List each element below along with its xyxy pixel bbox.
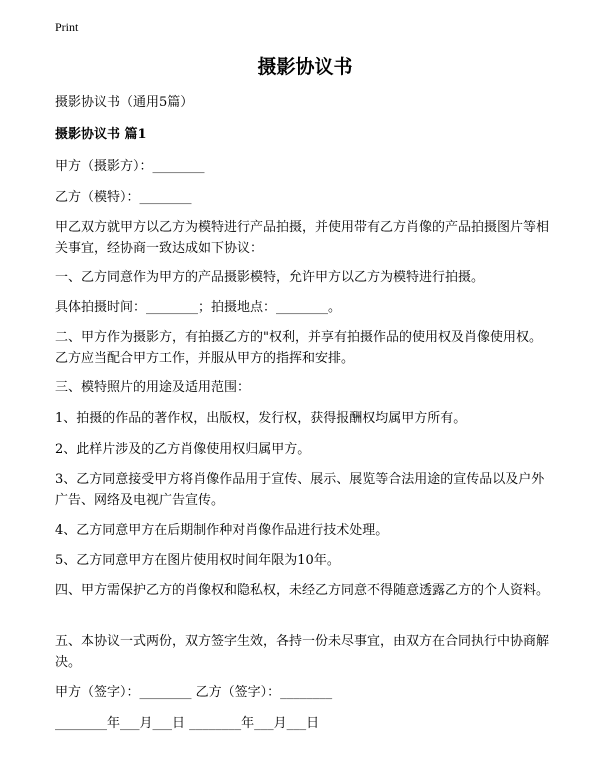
party-a-line: 甲方（摄影方）：________ (55, 159, 205, 174)
clause-3: 三、模特照片的用途及适用范围： (55, 380, 251, 395)
party-b-line: 乙方（模特）：________ (55, 190, 192, 205)
signature-line: 甲方（签字）：________ 乙方（签字）：________ (55, 685, 333, 700)
usage-item-1: 1、拍摄的作品的著作权，出版权，发行权，获得报酬权均属甲方所有。 (55, 411, 467, 426)
section-heading: 摄影协议书 篇1 (55, 127, 147, 142)
usage-item-5: 5、乙方同意甲方在图片使用权时间年限为10年。 (55, 553, 340, 568)
clause-1: 一、乙方同意作为甲方的产品摄影模特，允许甲方以乙方为模特进行拍摄。 (55, 270, 485, 285)
usage-item-3: 3、乙方同意接受甲方将肖像作品用于宣传、展示、展览等合法用途的宣传品以及户外广告、网络及电视广告宣传。 (55, 472, 545, 508)
document-title: 摄影协议书 (257, 56, 353, 78)
clause-2: 二、甲方作为摄影方，有拍摄乙方的"权利，并享有拍摄作品的使用权及肖像使用权。乙方应当配合甲方工作，并服从甲方的指挥和安排。 (55, 330, 542, 366)
usage-item-4: 4、乙方同意甲方在后期制作种对肖像作品进行技术处理。 (55, 523, 389, 538)
intro-paragraph: 甲乙双方就甲方以乙方为模特进行产品拍摄，并使用带有乙方肖像的产品拍摄图片等相关事宜，经协商一致达成如下协议： (55, 220, 550, 256)
shoot-time-place: 具体拍摄时间：________；拍摄地点：________。 (55, 300, 342, 315)
date-line: ________年___月___日 ________年___月___日 (55, 716, 320, 731)
clause-4: 四、甲方需保护乙方的肖像权和隐私权，未经乙方同意不得随意透露乙方的个人资料。 (55, 583, 550, 598)
document-subtitle: 摄影协议书（通用5篇） (55, 95, 194, 110)
print-link[interactable]: Print (55, 20, 79, 34)
clause-5: 五、本协议一式两份，双方签字生效，各持一份未尽事宜，由双方在合同执行中协商解决。 (55, 634, 550, 670)
usage-item-2: 2、此样片涉及的乙方肖像使用权归属甲方。 (55, 442, 311, 457)
